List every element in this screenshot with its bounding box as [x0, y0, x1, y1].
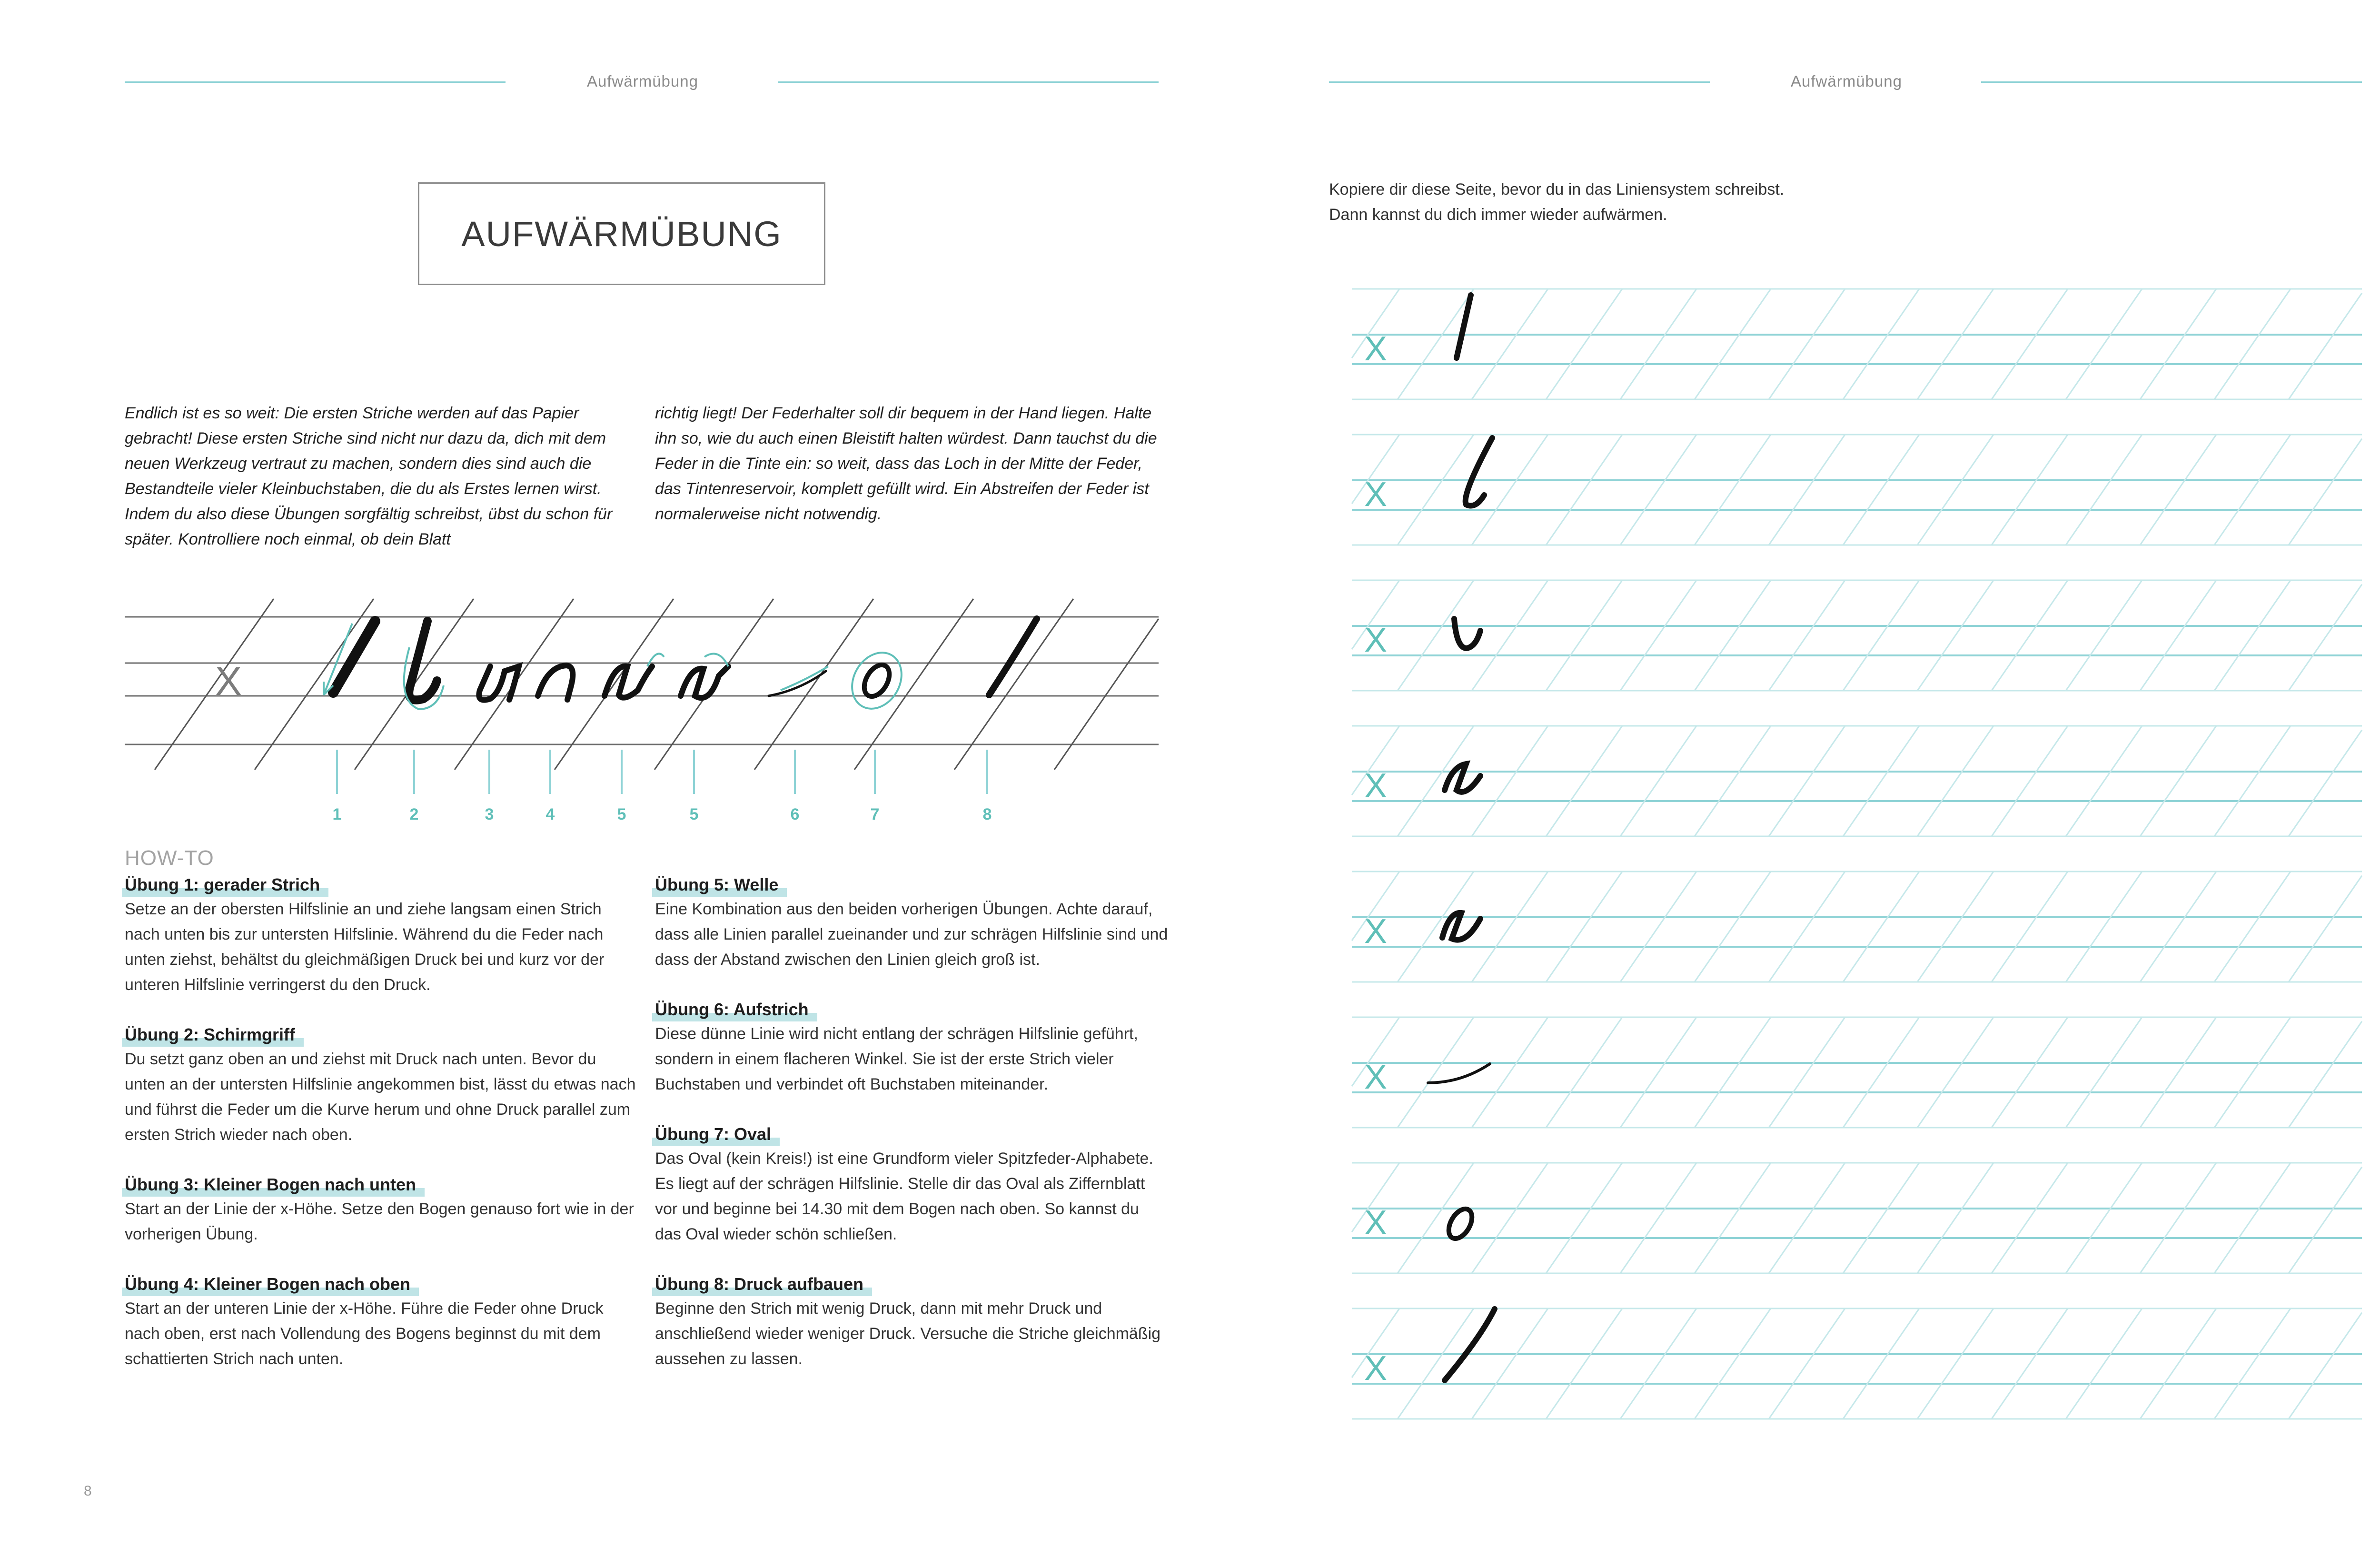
practice-x-marker: X — [1364, 912, 1388, 951]
exercise-7-heading — [655, 1124, 783, 1144]
howto-label: HOW-TO — [125, 846, 214, 870]
practice-slant-line — [1398, 872, 1474, 982]
practice-slant-line — [2066, 726, 2142, 836]
practice-slant-line — [2066, 1017, 2142, 1128]
exercise-2-title: Übung 2: Schirmgriff — [125, 1025, 295, 1044]
practice-slant-line — [1398, 1308, 1474, 1419]
practice-slant-line — [1992, 1308, 2068, 1419]
practice-slant-line — [1620, 289, 1696, 399]
practice-slant-line — [1769, 435, 1845, 545]
practice-slant-line — [1843, 435, 1919, 545]
step-number-5b: 5 — [689, 805, 699, 823]
intro-text-2: richtig liegt! Der Federhalter soll dir bequem in der Hand liegen. Halte ihn so, wie du auch einen Bleistift halten würdest. Dann tauchst du die Feder in die Tinte ein: so weit, dass das Loch in der Mitte der Feder, das Tintenreservoir, komplett gefüllt wird. Ein Abstreifen der Feder ist normalerweise nicht notwendig. — [655, 404, 1157, 523]
exercise-3-text: Start an der Linie der x-Höhe. Setze den Bogen genauso fort wie in der vorherigen Übung. — [125, 1200, 634, 1243]
practice-slant-line — [1992, 435, 2068, 545]
practice-slant-line — [2214, 435, 2291, 545]
practice-slant-line — [1992, 872, 2068, 982]
practice-slant-line — [2214, 289, 2291, 399]
practice-slant-line — [2214, 1017, 2291, 1128]
exercise-4-title: Übung 4: Kleiner Bogen nach oben — [125, 1274, 411, 1294]
practice-slant-line — [1398, 580, 1474, 691]
practice-slant-line — [1620, 1017, 1696, 1128]
practice-slant-line — [2214, 726, 2291, 836]
practice-slant-line — [1546, 580, 1622, 691]
practice-slant-line — [1769, 580, 1845, 691]
practice-slant-line — [1546, 289, 1622, 399]
practice-slant-line — [2289, 876, 2362, 982]
step-number-5a: 5 — [617, 805, 626, 823]
practice-sample-oval — [1444, 1205, 1477, 1243]
exercise-5-title: Übung 5: Welle — [655, 875, 779, 894]
practice-slant-line — [1472, 726, 1548, 836]
practice-slant-line — [1917, 580, 1993, 691]
practice-slant-line — [2140, 872, 2216, 982]
practice-row — [1352, 1308, 2362, 1419]
practice-slant-line — [1472, 1163, 1548, 1273]
practice-slant-line — [1843, 580, 1919, 691]
exercise-3-heading — [125, 1175, 427, 1195]
practice-slant-line — [2289, 1167, 2362, 1273]
practice-slant-line — [2066, 289, 2142, 399]
practice-slant-line — [2289, 585, 2362, 691]
step-number-6: 6 — [790, 805, 800, 823]
practice-slant-line — [1769, 1163, 1845, 1273]
practice-slant-line — [2289, 293, 2362, 399]
practice-slant-line — [1769, 1017, 1845, 1128]
practice-slant-line — [2066, 1163, 2142, 1273]
practice-row — [1352, 872, 2362, 982]
practice-slant-line — [2066, 435, 2142, 545]
practice-slant-line — [1917, 1308, 1993, 1419]
practice-slant-line — [2214, 580, 2291, 691]
practice-row — [1352, 726, 2362, 836]
practice-slant-line — [2289, 1313, 2362, 1419]
practice-slant-line — [1843, 1308, 1919, 1419]
practice-slant-line — [1472, 1017, 1548, 1128]
exercise-1-text: Setze an der obersten Hilfslinie an und ziehe langsam einen Strich nach unten bis zur untersten Hilfslinie. Während du die Feder nach unten ziehst, behältst du gleichmäßigen Druck bei und kurz vor der unteren Hilfslinie verringerst du den Druck. — [125, 900, 605, 994]
practice-sample-stroke — [1445, 1309, 1495, 1380]
practice-slant-line — [1917, 726, 1993, 836]
practice-slant-line — [1620, 1308, 1696, 1419]
exercise-4-text: Start an der unteren Linie der x-Höhe. Führe die Feder ohne Druck nach oben, erst nach Vollendung des Bogens beginnst du mit dem schattierten Strich nach unten. — [125, 1299, 604, 1368]
practice-slant-line — [1843, 1163, 1919, 1273]
practice-slant-line — [2289, 1021, 2362, 1128]
exercise-2-heading — [125, 1025, 307, 1045]
exercise-3-title: Übung 3: Kleiner Bogen nach unten — [125, 1175, 416, 1194]
practice-slant-line — [1546, 872, 1622, 982]
copy-note-line-1: Kopiere dir diese Seite, bevor du in das Liniensystem schreibst. — [1329, 180, 1785, 198]
practice-slant-line — [1695, 872, 1771, 982]
exercise-6-title: Übung 6: Aufstrich — [655, 1000, 809, 1019]
practice-x-marker: X — [1364, 1349, 1388, 1387]
running-header-left: Aufwärmübung — [587, 72, 698, 90]
practice-slant-line — [1992, 1163, 2068, 1273]
practice-slant-line — [2289, 730, 2362, 836]
practice-x-marker: X — [1364, 621, 1388, 659]
practice-slant-line — [1546, 1017, 1622, 1128]
practice-slant-line — [1769, 872, 1845, 982]
practice-slant-line — [2140, 289, 2216, 399]
practice-slant-line — [1992, 580, 2068, 691]
page-title-text: AUFWÄRMÜBUNG — [461, 214, 782, 254]
practice-slant-line — [1546, 726, 1622, 836]
exercise-1-heading — [125, 875, 331, 895]
exercise-2-text: Du setzt ganz oben an und ziehst mit Druck nach unten. Bevor du unten an der untersten Hilfslinie angekommen bist, lässt du etwas nach und führst die Feder um die Kurve herum und ohne Druck parallel zum ersten Strich wieder nach oben. — [125, 1050, 636, 1144]
practice-x-marker: X — [1364, 1204, 1388, 1242]
practice-slant-line — [2289, 439, 2362, 545]
practice-slant-line — [1917, 289, 1993, 399]
exercise-1-title: Übung 1: gerader Strich — [125, 875, 320, 894]
practice-slant-line — [1472, 289, 1548, 399]
exercise-8-title: Übung 8: Druck aufbauen — [655, 1274, 864, 1294]
practice-slant-line — [2140, 435, 2216, 545]
step-number-8: 8 — [982, 805, 992, 823]
practice-slant-line — [1695, 1163, 1771, 1273]
practice-slant-line — [1398, 1017, 1474, 1128]
practice-slant-line — [1620, 435, 1696, 545]
practice-slant-line — [1695, 580, 1771, 691]
running-header-right: Aufwärmübung — [1791, 72, 1902, 90]
step-number-7: 7 — [870, 805, 880, 823]
practice-slant-line — [1992, 1017, 2068, 1128]
practice-slant-line — [1695, 1017, 1771, 1128]
practice-slant-line — [2066, 580, 2142, 691]
exercise-8-text: Beginne den Strich mit wenig Druck, dann mit mehr Druck und anschließend wieder weniger Druck. Versuche die Striche gleichmäßig aussehen zu lassen. — [655, 1299, 1161, 1368]
practice-slant-line — [1695, 726, 1771, 836]
practice-slant-line — [1546, 1308, 1622, 1419]
step-number-3: 3 — [485, 805, 494, 823]
intro-text-1: Endlich ist es so weit: Die ersten Striche werden auf das Papier gebracht! Diese ersten Striche sind nicht nur dazu da, dich mit dem neuen Werkzeug vertraut zu machen, sondern dies sind auch die Bestandteile vieler Kleinbuchstaben, die du als Erstes lernen wirst. Indem du also diese Übungen sorgfältig schreibst, übst du schon für später. Kontrolliere noch einmal, ob dein Blatt — [125, 404, 613, 548]
practice-sample-stroke — [1445, 764, 1480, 792]
exercise-7-title: Übung 7: Oval — [655, 1124, 772, 1144]
practice-slant-line — [1695, 289, 1771, 399]
practice-slant-line — [2140, 726, 2216, 836]
practice-slant-line — [1843, 726, 1919, 836]
exercise-5-heading — [655, 875, 790, 895]
practice-row — [1352, 580, 2362, 691]
practice-slant-line — [1546, 1163, 1622, 1273]
page-number-left: 8 — [84, 1483, 92, 1499]
practice-slant-line — [1695, 435, 1771, 545]
step-number-4: 4 — [545, 805, 555, 823]
practice-slant-line — [1769, 289, 1845, 399]
practice-x-marker: X — [1364, 330, 1388, 368]
practice-slant-line — [1992, 726, 2068, 836]
practice-slant-line — [1472, 872, 1548, 982]
practice-slant-line — [1917, 872, 1993, 982]
practice-slant-line — [1546, 435, 1622, 545]
practice-slant-line — [1843, 872, 1919, 982]
exercise-6-heading — [655, 1000, 820, 1020]
exercise-5-text: Eine Kombination aus den beiden vorherigen Übungen. Achte darauf, dass alle Linien parallel zueinander und zur schrägen Hilfslinie sind und dass der Abstand zwischen den Linien gleich groß ist. — [655, 900, 1168, 969]
practice-slant-line — [1620, 726, 1696, 836]
practice-slant-line — [1620, 580, 1696, 691]
practice-slant-line — [2140, 1163, 2216, 1273]
practice-slant-line — [1398, 435, 1474, 545]
exercise-7-text: Das Oval (kein Kreis!) ist eine Grundform vieler Spitzfeder-Alphabete. Es liegt auf der schrägen Hilfslinie. Stelle dir das Oval als Ziffernblatt vor und beginne bei 14.30 mit dem Bogen nach oben. So kannst du das Oval wieder schön schließen. — [655, 1150, 1153, 1243]
practice-slant-line — [2214, 1308, 2291, 1419]
practice-slant-line — [1843, 1017, 1919, 1128]
practice-sample-stroke — [1454, 619, 1480, 648]
practice-slant-line — [1992, 289, 2068, 399]
practice-slant-line — [1917, 1163, 1993, 1273]
step-number-2: 2 — [409, 805, 419, 823]
practice-row — [1352, 1163, 2362, 1273]
practice-slant-line — [1620, 1163, 1696, 1273]
practice-slant-line — [2214, 1163, 2291, 1273]
exercise-4-heading — [125, 1274, 422, 1294]
step-number-1: 1 — [332, 805, 342, 823]
practice-slant-line — [1769, 1308, 1845, 1419]
practice-slant-line — [1769, 726, 1845, 836]
practice-sample-stroke — [1466, 438, 1492, 506]
practice-slant-line — [2140, 1017, 2216, 1128]
copy-note-line-2: Dann kannst du dich immer wieder aufwärmen. — [1329, 206, 1667, 224]
exercise-8-heading — [655, 1274, 875, 1294]
diagram-x-marker: X — [215, 659, 242, 704]
practice-x-marker: X — [1364, 767, 1388, 805]
practice-slant-line — [1917, 1017, 1993, 1128]
practice-row — [1352, 1017, 2362, 1128]
practice-slant-line — [1620, 872, 1696, 982]
practice-slant-line — [1843, 289, 1919, 399]
practice-slant-line — [1472, 580, 1548, 691]
practice-slant-line — [2140, 580, 2216, 691]
practice-slant-line — [2066, 872, 2142, 982]
practice-slant-line — [1917, 435, 1993, 545]
practice-slant-line — [2140, 1308, 2216, 1419]
practice-slant-line — [1695, 1308, 1771, 1419]
practice-sample-stroke — [1428, 1064, 1490, 1083]
exercise-6-text: Diese dünne Linie wird nicht entlang der schrägen Hilfslinie geführt, sondern in einem flacheren Winkel. Sie ist der erste Strich vieler Buchstaben und verbindet oft Buchstaben miteinander. — [655, 1025, 1138, 1093]
practice-x-marker: X — [1364, 476, 1388, 514]
practice-slant-line — [2066, 1308, 2142, 1419]
practice-slant-line — [1398, 1163, 1474, 1273]
practice-row — [1352, 435, 2362, 545]
practice-slant-line — [2214, 872, 2291, 982]
practice-row — [1352, 289, 2362, 399]
practice-x-marker: X — [1364, 1058, 1388, 1096]
